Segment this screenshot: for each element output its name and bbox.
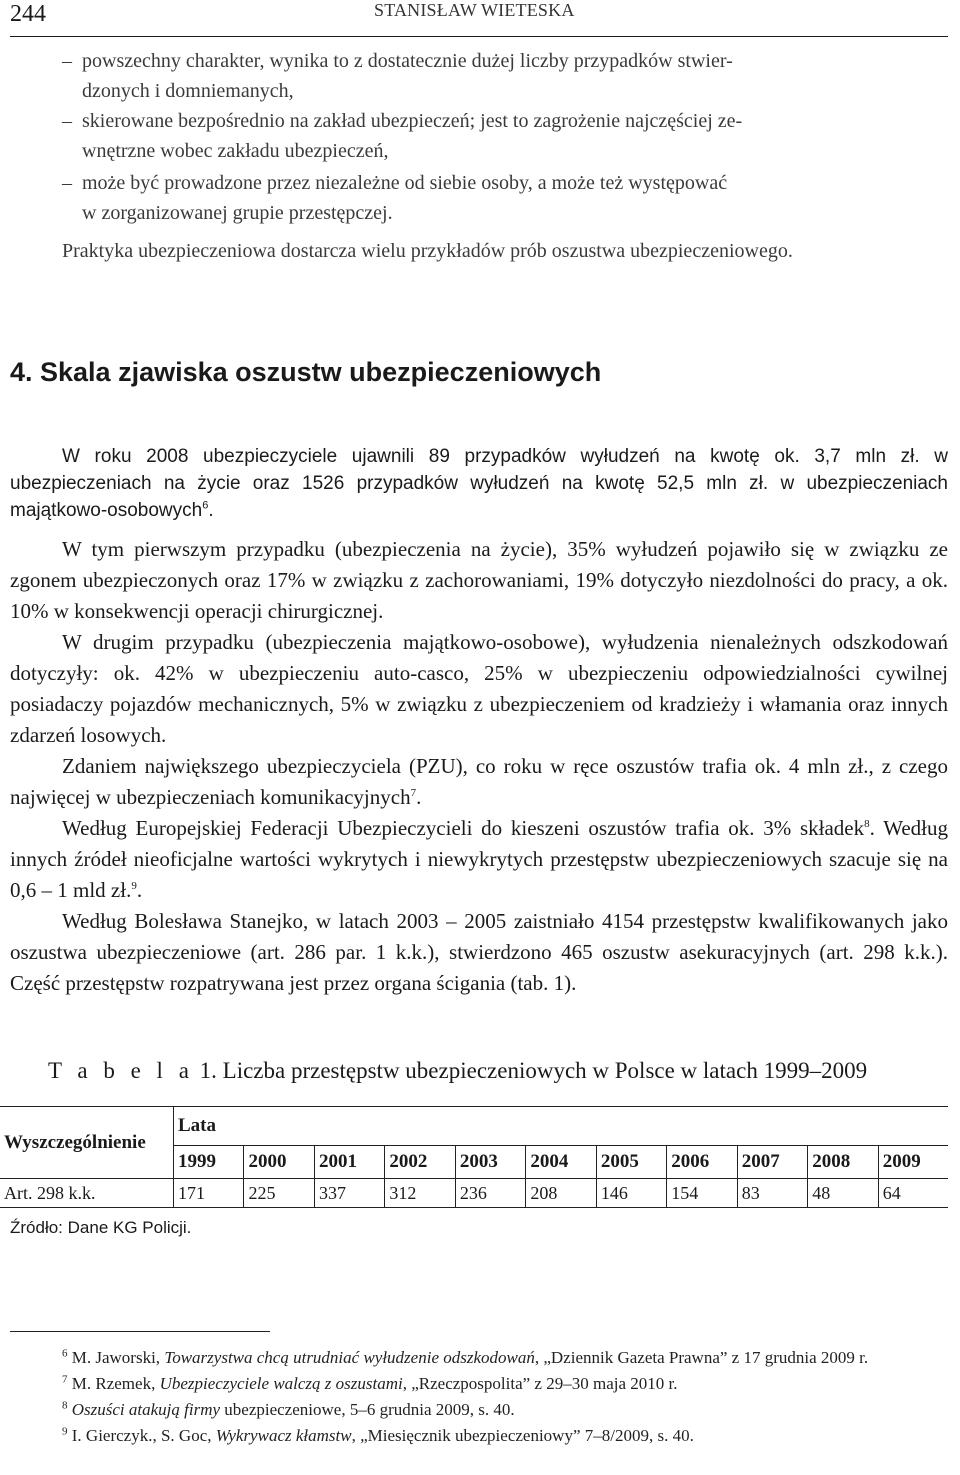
- footnote-ref: 9: [131, 880, 137, 892]
- footnote-9: $^9$ I. Gierczyk., S. Goc, Wykrywacz kłamstw, „Miesięcznik ubezpieczeniowy” 7–8/2009, s. 40.: [62, 1425, 694, 1445]
- list-item-continuation: w zorganizowanej grupie przestępczej.: [82, 202, 393, 224]
- value-cell: 236: [455, 1179, 525, 1208]
- footnote-ref: 7: [410, 787, 417, 799]
- footnote-8: $^8$ Oszuści atakują firmy ubezpieczeniowe, 5–6 grudnia 2009, s. 40.: [62, 1399, 515, 1419]
- value-cell: 171: [174, 1179, 244, 1208]
- list-item: – powszechny charakter, wynika to z dostatecznie dużej liczby przypadków stwier-: [62, 50, 733, 72]
- list-item: – skierowane bezpośrednio na zakład ubezpieczeń; jest to zagrożenie najczęściej ze-: [62, 110, 743, 132]
- section-heading: 4. Skala zjawiska oszustw ubezpieczeniowych: [10, 357, 602, 387]
- paragraph: W drugim przypadku (ubezpieczenia majątkowo-osobowe), wyłudzenia nienależnych odszkodowań dotyczyły: ok. 42% w ubezpieczeniu auto-casco, 25% w ubezpieczeniu odpowiedzialności cywilnej posiadaczy pojazdów mechanicznych, 5% w związku z ubezpieczeniem od kradzieży i włamania oraz innych zdarzeń losowych.: [10, 630, 948, 747]
- body-main: [10, 534, 948, 999]
- year-cell: 2000: [244, 1146, 314, 1179]
- value-cell: 225: [244, 1179, 314, 1208]
- paragraph: Według Europejskiej Federacji Ubezpieczycieli do kieszeni oszustów trafia ok. 3% składek$^8$. Według innych źródeł nieoficjalne wartości wykrytych i niewykrytych przestępstw ubezpieczeniowych szacuje się na 0,6 – 1 mld zł.$^9$.: [10, 816, 948, 902]
- year-cell: 1999: [174, 1146, 244, 1179]
- footnote-ref: 6: [202, 499, 209, 512]
- footnote-7: $^7$ M. Rzemek, Ubezpieczyciele walczą z oszustami, „Rzeczpospolita” z 29–30 maja 2010 r.: [62, 1373, 678, 1393]
- table-row: [0, 1179, 948, 1208]
- data-table: [0, 1106, 948, 1208]
- footnote-ref: 8: [864, 818, 870, 830]
- value-cell: 83: [737, 1179, 807, 1208]
- running-head: STANISŁAW WIETESKA: [374, 0, 575, 20]
- row-label: Art. 298 k.k.: [0, 1179, 174, 1208]
- value-cell: 154: [667, 1179, 737, 1208]
- year-cell: 2007: [737, 1146, 807, 1179]
- page-number: 244: [10, 1, 46, 27]
- paragraph: W roku 2008 ubezpieczyciele ujawnili 89 przypadków wyłudzeń na kwotę ok. 3,7 mln zł. w ubezpieczeniach na życie oraz 1526 przypadków wyłudzeń na kwotę 52,5 mln zł. w ubezpieczeniach majątkowo-osobowych$^6$.: [10, 446, 948, 521]
- value-cell: 312: [385, 1179, 455, 1208]
- paragraph-praktyka: Praktyka ubezpieczeniowa dostarcza wielu przykładów prób oszustwa ubezpieczeniowego.: [62, 240, 793, 262]
- footnote-divider: [10, 1331, 270, 1332]
- footnotes: [10, 1345, 948, 1449]
- dash-icon: –: [62, 50, 72, 72]
- body-intro: [10, 443, 948, 524]
- year-cell: 2009: [878, 1146, 948, 1179]
- list-item-continuation: wnętrzne wobec zakładu ubezpieczeń,: [82, 140, 389, 162]
- footnote-6: $^6$ M. Jaworski, Towarzystwa chcą utrudniać wyłudzenie odszkodowań, „Dziennik Gazeta Prawna” z 17 grudnia 2009 r.: [62, 1347, 869, 1367]
- table-source: Źródło: Dane KG Policji.: [10, 1218, 192, 1237]
- year-cell: 2005: [596, 1146, 666, 1179]
- table-head-lata: Lata: [174, 1107, 949, 1146]
- value-cell: 64: [878, 1179, 948, 1208]
- year-cell: 2002: [385, 1146, 455, 1179]
- year-cell: 2006: [667, 1146, 737, 1179]
- year-cell: 2003: [455, 1146, 525, 1179]
- value-cell: 48: [808, 1179, 878, 1208]
- paragraph: Według Bolesława Stanejko, w latach 2003 – 2005 zaistniało 4154 przestępstw kwalifikowanych jako oszustwa ubezpieczeniowe (art. 286 par. 1 k.k.), stwierdzono 465 oszustw asekuracyjnych (art. 298 k.k.). Część przestępstw rozpatrywana jest przez organa ścigania (tab. 1).: [10, 909, 948, 995]
- year-cell: 2001: [314, 1146, 384, 1179]
- paragraph: W tym pierwszym przypadku (ubezpieczenia na życie), 35% wyłudzeń pojawiło się w związku ze zgonem ubezpieczonych oraz 17% w związku z zachorowaniami, 19% dotyczyło niezdolności do pracy, a ok. 10% w konsekwencji operacji chirurgicznej.: [10, 537, 948, 623]
- paragraph: Zdaniem największego ubezpieczyciela (PZU), co roku w ręce oszustów trafia ok. 4 mln zł., z czego najwięcej w ubezpieczeniach komunikacyjnych$^7$.: [10, 754, 948, 809]
- year-cell: 2008: [808, 1146, 878, 1179]
- year-cell: 2004: [526, 1146, 596, 1179]
- table-head-label: Wyszczególnienie: [0, 1107, 174, 1179]
- list-item-continuation: dzonych i domniemanych,: [82, 80, 294, 102]
- table-caption: T a b e l a 1. Liczba przestępstw ubezpieczeniowych w Polsce w latach 1999–2009: [48, 1058, 868, 1083]
- value-cell: 337: [314, 1179, 384, 1208]
- value-cell: 146: [596, 1179, 666, 1208]
- list-item: – może być prowadzone przez niezależne od siebie osoby, a może też występować: [62, 172, 728, 194]
- page-header: [10, 0, 948, 37]
- dash-icon: –: [62, 110, 72, 132]
- value-cell: 208: [526, 1179, 596, 1208]
- dash-icon: –: [62, 172, 72, 194]
